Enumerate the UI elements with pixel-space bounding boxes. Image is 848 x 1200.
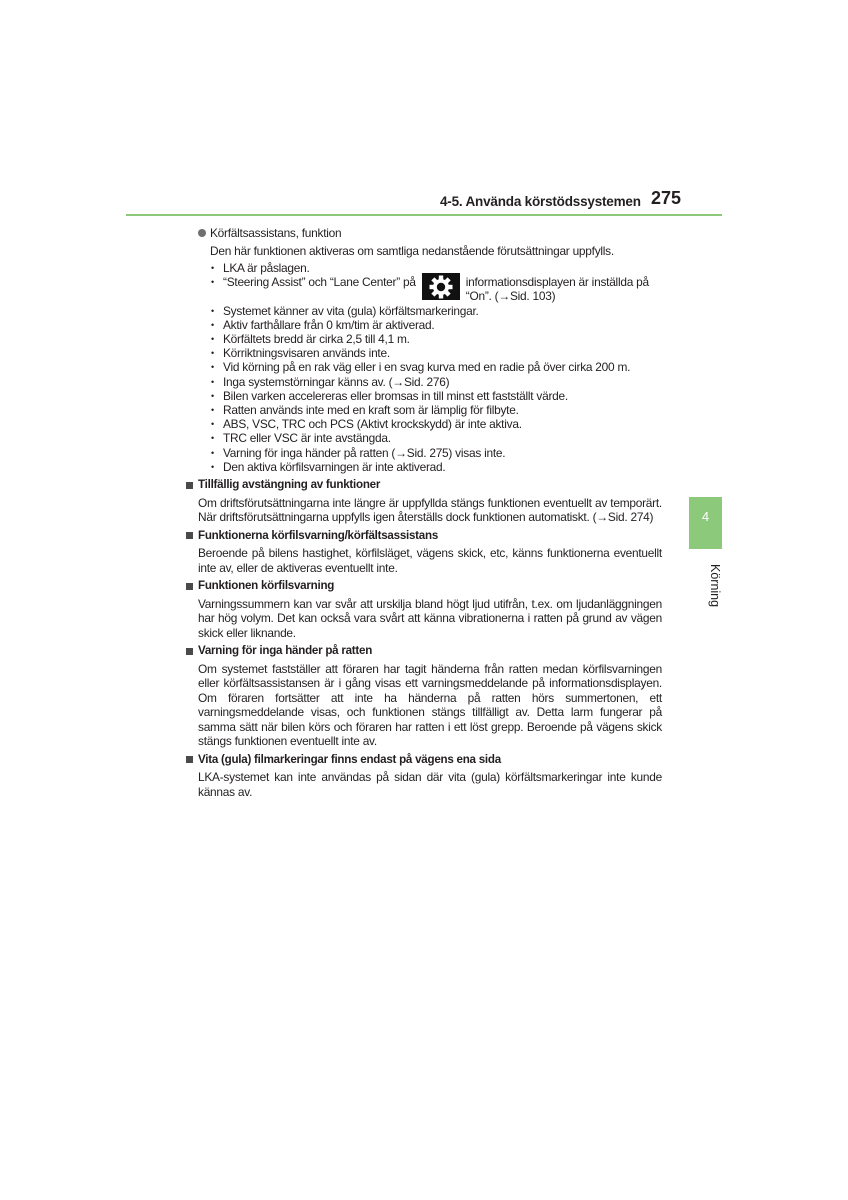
section-heading: Vita (gula) filmarkeringar finns endast på vägens ena sida [198, 752, 501, 766]
list-item: • Systemet känner av vita (gula) körfältsmarkeringar. [210, 304, 662, 318]
square-bullet-icon [186, 482, 193, 489]
function-intro: Den här funktionen aktiveras om samtliga nedanstående förutsättningar uppfylls. [210, 243, 614, 258]
gear-row [223, 275, 662, 303]
section-heading-row [186, 478, 662, 493]
section-body [186, 496, 662, 525]
square-bullet-icon [186, 583, 193, 590]
condition-text-b: informationsdisplayen är inställda på “On”. (→Sid. 103) [465, 275, 649, 304]
section-body [186, 770, 662, 799]
section-body [186, 546, 662, 575]
list-item: • Inga systemstörningar känns av. (→Sid. 276) [210, 375, 662, 389]
section-text: Om driftsförutsättningarna inte längre är uppfyllda stängs funktionen eventuellt av temporärt. När driftsförutsättningarna uppfylls igen återställs dock funktionen automatiskt. (→Sid. 274) [198, 495, 662, 525]
list-item: • Körfältets bredd är cirka 2,5 till 4,1 m. [210, 332, 662, 346]
section-lane-departure-alert [186, 579, 662, 640]
section-text: Om systemet fastställer att föraren har tagit händerna från ratten medan körfilsvarningen eller körfältsassistansen är i gång visas ett varningsmeddelande på informationsdisplayen. Om föraren fortsätter att inte ha händerna på ratten hörs summertonen, ett varningsmeddelande visas, och funktionen stängs tillfälligt av. Detta larm fungerar på samma sätt när bilen körs och föraren har ratten i ett löst grepp. Beroende på vägens skick stängs funktionen eventuellt inte av. [198, 661, 662, 749]
list-item: • TRC eller VSC är inte avstängda. [210, 431, 662, 445]
section-heading: Varning för inga händer på ratten [198, 644, 373, 658]
section-text: Varningssummern kan var svår att urskilja bland högt ljud utifrån, t.ex. om ljudanläggningen har hög volym. Det kan också vara svårt att känna vibrationerna i ratten på grund av vägen skick eller liknande. [198, 596, 662, 640]
section-title: 4-5. Använda körstödssystemen [440, 194, 641, 209]
list-item: • LKA är påslagen. [210, 261, 662, 275]
list-item: • ABS, VSC, TRC och PCS (Aktivt krockskydd) är inte aktiva. [210, 417, 662, 431]
list-item: • Aktiv farthållare från 0 km/tim är aktiverad. [210, 318, 662, 332]
list-item: • Varning för inga händer på ratten (→Sid. 275) visas inte. [210, 446, 662, 460]
square-bullet-icon [186, 532, 193, 539]
section-heading-row [186, 579, 662, 594]
header-rule [126, 214, 722, 216]
gear-icon [422, 273, 460, 300]
conditions-list [186, 261, 662, 474]
section-heading: Funktionen körfilsvarning [198, 579, 335, 593]
section-heading-row [186, 529, 662, 544]
circle-bullet-icon [198, 229, 206, 237]
list-item: • Ratten används inte med en kraft som är lämplig för filbyte. [210, 403, 662, 417]
list-item: • Den aktiva körfilsvarningen är inte aktiverad. [210, 460, 662, 474]
section-temporary-shutdown [186, 478, 662, 525]
list-item [210, 275, 662, 303]
square-bullet-icon [186, 756, 193, 763]
chapter-tab [689, 497, 722, 549]
section-one-side-markings [186, 753, 662, 800]
section-body [186, 662, 662, 749]
section-heading: Tillfällig avstängning av funktioner [198, 478, 381, 492]
section-hands-off-warning [186, 644, 662, 749]
section-text: LKA-systemet kan inte användas på sidan där vita (gula) körfältsmarkeringar inte kunde kännas av. [198, 770, 662, 799]
main-content [186, 222, 662, 799]
function-heading: Körfältsassistans, funktion [210, 226, 342, 240]
section-body [186, 597, 662, 641]
section-functions [186, 529, 662, 576]
section-text: Beroende på bilens hastighet, körfilsläget, vägens skick, etc, känns funktionerna eventuellt inte av, eller de aktiveras eventuellt inte. [198, 546, 662, 575]
section-heading-row [186, 753, 662, 768]
section-heading: Funktionerna körfilsvarning/körfältsassistans [198, 528, 439, 542]
square-bullet-icon [186, 648, 193, 655]
chapter-number: 4 [701, 509, 710, 524]
list-item: • Körriktningsvisaren används inte. [210, 346, 662, 360]
page-number: 275 [651, 188, 682, 208]
list-item: • Bilen varken accelereras eller bromsas in till minst ett fastställt värde. [210, 389, 662, 403]
list-item: • Vid körning på en rak väg eller i en svag kurva med en radie på över cirka 200 m. [210, 360, 662, 374]
function-heading-row [186, 226, 662, 241]
condition-text-a: • “Steering Assist” och “Lane Center” på [223, 275, 416, 290]
section-heading-row [186, 644, 662, 659]
chapter-name: Körning [708, 564, 722, 608]
